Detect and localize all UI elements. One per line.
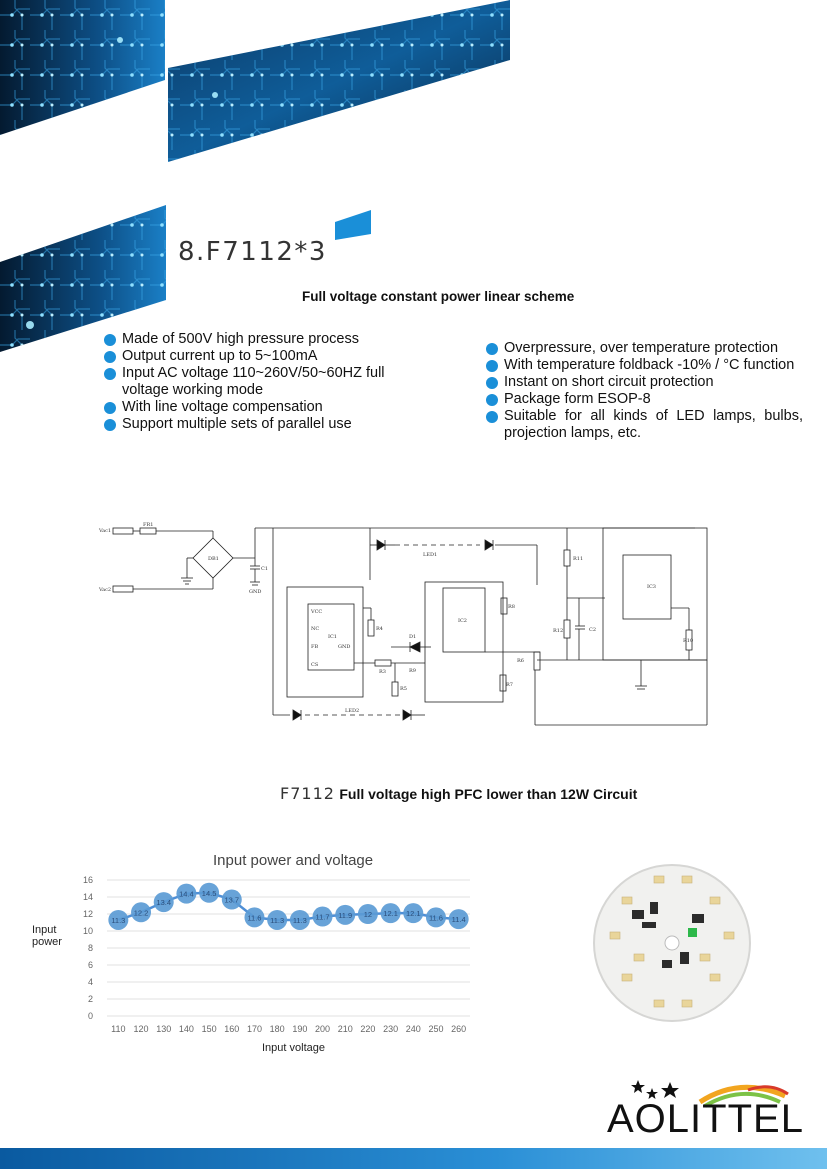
- data-label: 12.2: [133, 908, 149, 918]
- feature-item: [486, 340, 803, 357]
- x-tick-label: 230: [383, 1024, 399, 1034]
- bullet-icon: [104, 351, 116, 363]
- x-tick-label: 170: [246, 1024, 262, 1034]
- pin-vcc: VCC: [311, 609, 323, 615]
- label-c2: C2: [589, 627, 597, 633]
- feature-item: [104, 399, 389, 416]
- label-r5: R5: [400, 686, 407, 692]
- x-tick-label: 210: [337, 1024, 353, 1034]
- feature-text: Overpressure, over temperature protection: [504, 340, 779, 356]
- y-tick-label: 0: [87, 1011, 93, 1021]
- x-tick-label: 140: [178, 1024, 194, 1034]
- data-label: 11.3: [292, 915, 307, 925]
- pin-cs: CS: [311, 662, 319, 668]
- feature-text: Package form ESOP-8: [504, 391, 651, 407]
- label-bridge: DB1: [208, 556, 219, 562]
- data-label: 12: [363, 910, 373, 919]
- y-tick-label: 14: [82, 892, 93, 902]
- label-r3: R3: [379, 669, 386, 675]
- feature-text: Support multiple sets of parallel use: [122, 416, 352, 432]
- label-d1: D1: [409, 634, 417, 640]
- feature-text: With temperature foldback -10% / °C function: [504, 357, 795, 373]
- features-left-list: [104, 331, 389, 433]
- x-tick-label: 250: [428, 1024, 444, 1034]
- bullet-icon: [486, 394, 498, 406]
- bullet-icon: [104, 402, 116, 414]
- label-r9: R9: [409, 668, 416, 674]
- x-axis-label: Input voltage: [262, 1042, 325, 1054]
- feature-text: Made of 500V high pressure process: [122, 331, 359, 347]
- data-label: 12.1: [383, 909, 398, 919]
- label-ic3: IC3: [647, 584, 656, 590]
- label-led-top: LED1: [423, 552, 438, 558]
- features-right-list: [486, 340, 803, 442]
- label-ic1: IC1: [328, 634, 337, 640]
- feature-item: [486, 357, 803, 374]
- data-label: 12.1: [405, 909, 421, 919]
- feature-text: Output current up to 5~100mA: [122, 348, 318, 364]
- x-tick-label: 240: [405, 1024, 421, 1034]
- label-r11: R11: [573, 556, 584, 562]
- caption-text: Full voltage high PFC lower than 12W Circuit: [339, 786, 638, 802]
- y-tick-label: 8: [87, 943, 93, 953]
- caption-model: F7112: [280, 784, 335, 803]
- label-r8: R8: [508, 604, 515, 610]
- x-tick-label: 150: [201, 1024, 217, 1034]
- data-label: 11.6: [247, 913, 262, 923]
- circuit-caption: [280, 784, 637, 804]
- y-tick-label: 16: [82, 875, 93, 885]
- x-tick-label: 220: [360, 1024, 376, 1034]
- data-label: 14.4: [179, 889, 194, 899]
- label-r6: R6: [517, 658, 524, 664]
- pcb-module-image: [592, 862, 752, 1024]
- label-gnd: GND: [249, 589, 262, 595]
- data-label: 11.7: [315, 912, 330, 922]
- data-label: 11.9: [338, 910, 353, 920]
- x-tick-label: 200: [315, 1024, 331, 1034]
- footer-bar: [0, 1148, 827, 1169]
- feature-item: [486, 408, 803, 442]
- y-tick-label: 12: [82, 909, 93, 919]
- y-tick-label: 10: [82, 926, 93, 936]
- bullet-icon: [104, 368, 116, 380]
- x-tick-label: 130: [156, 1024, 172, 1034]
- x-tick-label: 120: [133, 1024, 149, 1034]
- label-vac1: Vac1: [99, 528, 112, 534]
- data-label: 11.3: [111, 915, 126, 925]
- data-label: 13.7: [224, 895, 240, 905]
- label-led-bottom: LED2: [345, 708, 360, 714]
- label-ic2: IC2: [458, 618, 467, 624]
- bullet-icon: [486, 343, 498, 355]
- bullet-icon: [104, 419, 116, 431]
- data-label: 11.4: [451, 915, 466, 925]
- label-r7: R7: [506, 682, 513, 688]
- bullet-icon: [486, 411, 498, 423]
- feature-item: [104, 348, 389, 365]
- brand-logo-text: AOLITTEL: [607, 1097, 804, 1141]
- y-tick-label: 2: [87, 994, 93, 1004]
- label-vac2: Vac2: [99, 587, 112, 593]
- feature-item: [486, 391, 803, 408]
- data-label: 14.5: [201, 888, 217, 898]
- y-axis-label: Input power: [32, 924, 62, 948]
- label-c1: C1: [261, 566, 269, 572]
- bullet-icon: [104, 334, 116, 346]
- y-tick-label: 6: [87, 960, 93, 970]
- pin-fb: FB: [311, 644, 319, 650]
- feature-text: Instant on short circuit protection: [504, 374, 714, 390]
- circuit-banner-graphic: [0, 0, 520, 360]
- bullet-icon: [486, 360, 498, 372]
- scheme-subtitle: Full voltage constant power linear scheme: [302, 289, 575, 304]
- line-chart: [75, 868, 480, 1040]
- feature-item: [104, 331, 389, 348]
- feature-text: Suitable for all kinds of LED lamps, bulbs, projection lamps, etc.: [504, 408, 803, 441]
- label-fuse: FR1: [143, 522, 154, 528]
- feature-item: [486, 374, 803, 391]
- label-r12: R12: [553, 628, 564, 634]
- label-r10: R10: [683, 638, 694, 644]
- circuit-schematic: [95, 520, 715, 735]
- pin-nc: NC: [311, 626, 320, 632]
- data-label: 11.3: [270, 915, 285, 925]
- x-tick-label: 260: [451, 1024, 467, 1034]
- x-tick-label: 110: [111, 1024, 126, 1034]
- feature-text: Input AC voltage 110~260V/50~60HZ full voltage working mode: [122, 365, 385, 398]
- bullet-icon: [486, 377, 498, 389]
- label-r4: R4: [376, 626, 383, 632]
- feature-item: [104, 416, 389, 433]
- chart-title: Input power and voltage: [213, 852, 374, 869]
- pin-gnd: GND: [338, 644, 351, 650]
- y-tick-label: 4: [87, 977, 93, 987]
- x-tick-label: 180: [269, 1024, 285, 1034]
- x-tick-label: 160: [224, 1024, 240, 1034]
- data-label: 13.4: [156, 898, 172, 908]
- model-heading: 8.F7112*3: [178, 237, 327, 267]
- feature-item: [104, 365, 389, 399]
- data-label: 11.6: [428, 913, 443, 923]
- feature-text: With line voltage compensation: [122, 399, 323, 415]
- x-tick-label: 190: [292, 1024, 308, 1034]
